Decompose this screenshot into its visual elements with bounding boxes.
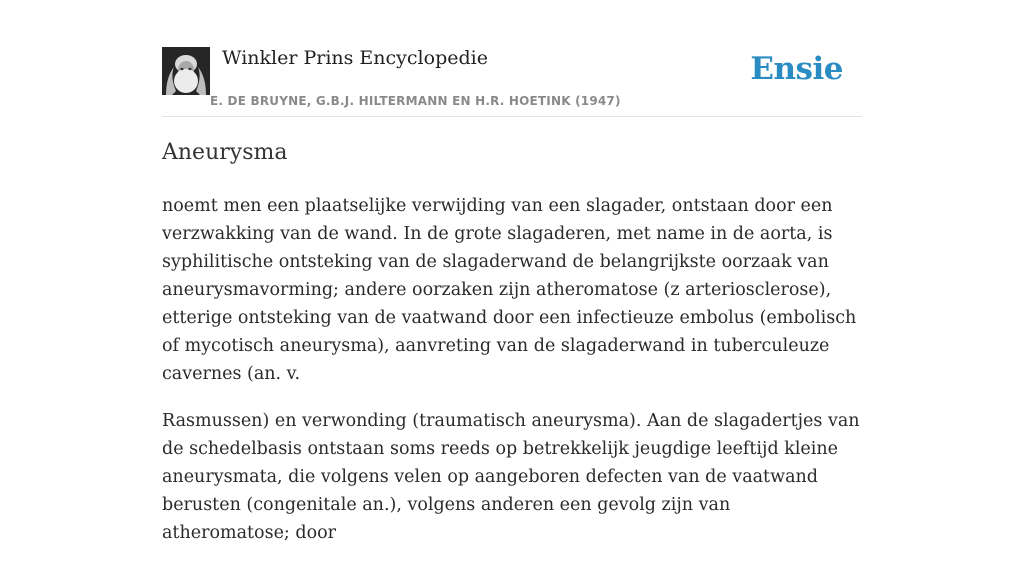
ensie-logo[interactable]: Ensie — [750, 51, 843, 87]
site-header — [162, 40, 862, 117]
article-body — [162, 192, 862, 566]
site-title[interactable]: Winkler Prins Encyclopedie — [222, 47, 488, 69]
article-title: Aneurysma — [162, 140, 288, 165]
article-paragraph: noemt men een plaatselijke verwijding van een slagader, ontstaan door een verzwakking van de wand. In de grote slagaderen, met name in de aorta, is syphilitische ontsteking van de slagaderwand de belangrijkste oorzaak van aneurysmavorming; andere oorzaken zijn atheromatose (z arteriosclerose), etterige ontsteking van de vaatwand door een infectieuze embolus (embolisch of mycotisch aneurysma), aanvreting van de slagaderwand in tuberculeuze cavernes (an. v. — [162, 196, 857, 384]
author-avatar[interactable] — [162, 47, 210, 95]
bearded-man-portrait-icon — [162, 47, 210, 95]
article-paragraph: Rasmussen) en verwonding (traumatisch aneurysma). Aan de slagadertjes van de schedelbasis ontstaan soms reeds op betrekkelijk jeugdige leeftijd kleine aneurysmata, die volgens velen op aangeboren defecten van de vaatwand berusten (congenitale an.), volgens anderen een gevolg zijn van atheromatose; door — [162, 411, 860, 543]
authors-line: E. DE BRUYNE, G.B.J. HILTERMANN EN H.R. HOETINK (1947) — [210, 94, 621, 108]
